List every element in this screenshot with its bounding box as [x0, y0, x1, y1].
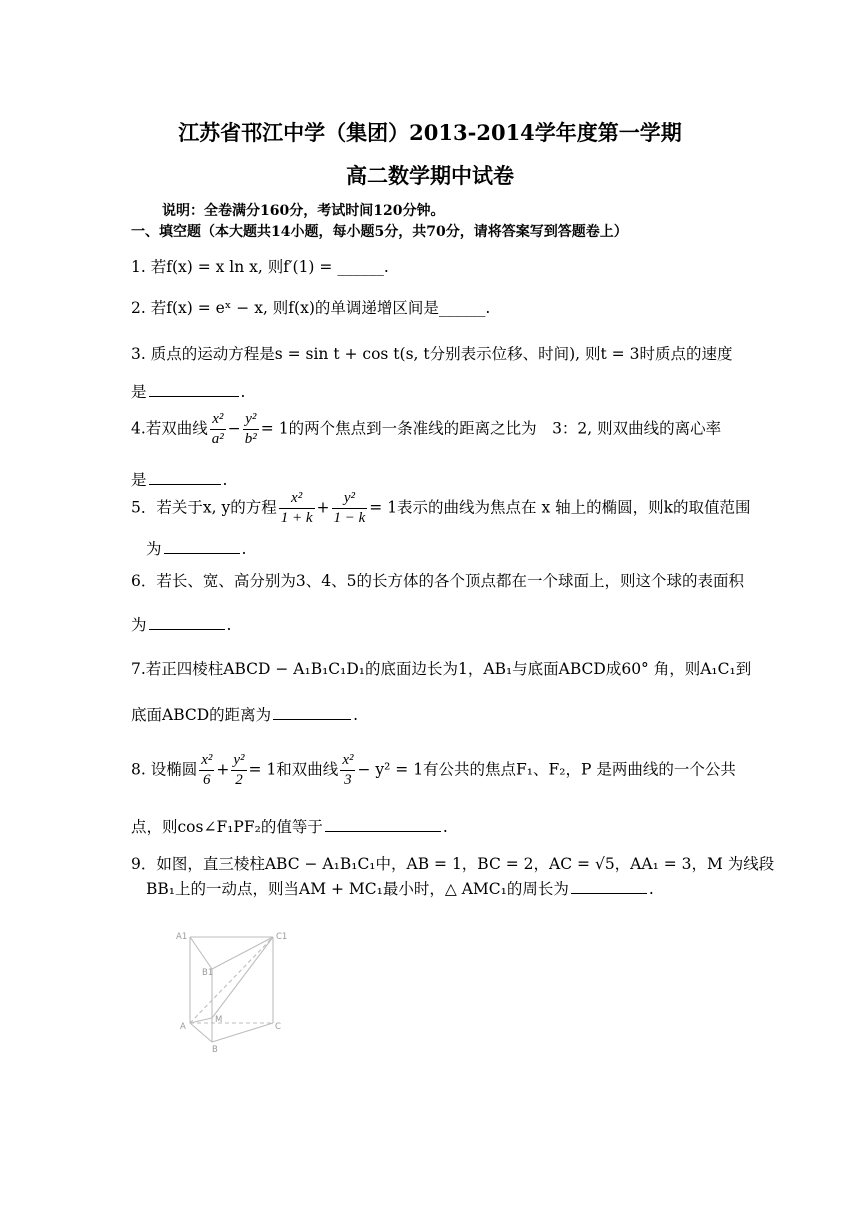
edge-bc: [212, 1023, 273, 1042]
fraction-x2-over-1pk: [279, 489, 315, 528]
fraction-x2-over-a2: [210, 410, 226, 449]
exam-title: 江苏省邗江中学（集团）2013-2014学年度第一学期: [178, 120, 682, 145]
answer-blank: [273, 718, 351, 720]
label-m: M: [215, 1015, 223, 1025]
plus-sign: +: [316, 498, 330, 517]
numerator: y²: [332, 489, 368, 509]
denominator: 3: [344, 772, 352, 788]
minus-sign: −: [227, 419, 241, 438]
label-a1: A1: [176, 932, 188, 942]
question-3-line2: 是 .: [131, 383, 246, 401]
answer-blank: [149, 483, 221, 485]
question-4-prefix2: 是: [131, 471, 147, 489]
answer-blank: [164, 552, 240, 554]
denominator: a²: [211, 431, 224, 447]
question-8-line2: 点，则cos∠F₁PF₂的值等于 .: [131, 818, 448, 836]
question-5-rest: = 1表示的曲线为焦点在 x 轴上的椭圆，则k的取值范围: [369, 498, 751, 517]
numerator: x²: [279, 489, 315, 509]
answer-blank: [149, 628, 225, 630]
question-2: 2. 若f(x) = eˣ − x, 则f(x)的单调递增区间是______.: [131, 299, 491, 317]
answer-blank: [571, 892, 647, 894]
question-6-prefix: 为: [131, 616, 147, 634]
edge-ab: [190, 1023, 212, 1042]
question-8-line1: [131, 751, 736, 790]
denominator: 1 − k: [333, 510, 366, 526]
question-9-line2: BB₁上的一动点，则当AM + MC₁最小时，△ AMC₁的周长为 .: [146, 880, 654, 898]
diagonal-ac1: [190, 937, 273, 1023]
answer-blank: [149, 395, 239, 397]
question-1: 1. 若f(x) = x ln x, 则f′(1) = ______.: [131, 258, 389, 276]
question-8-prefix2: 点，则cos∠F₁PF₂的值等于: [131, 818, 323, 836]
question-4-line1: [131, 410, 721, 449]
question-8-prefix: 8. 设椭圆: [131, 760, 198, 779]
fraction-x2-over-6: [199, 751, 214, 790]
denominator: 6: [203, 772, 211, 788]
numerator: y²: [243, 410, 259, 430]
question-9-line1: 9．如图，直三棱柱ABC − A₁B₁C₁中，AB = 1，BC = 2，AC = √5，AA₁ = 3，M 为线段: [131, 855, 775, 873]
segment-am: [190, 1018, 212, 1023]
fraction-y2-over-2: [231, 751, 246, 790]
question-6-line2: 为 .: [131, 616, 232, 634]
fraction-y2-over-b2: [243, 410, 259, 449]
fraction-x2-over-3: [340, 751, 355, 790]
label-c1: C1: [276, 932, 288, 942]
question-5-line2: 为 .: [146, 540, 247, 558]
segment-mc1: [212, 937, 273, 1018]
question-7-prefix: 底面ABCD的距离为: [131, 706, 272, 724]
exam-note: 说明：全卷满分160分，考试时间120分钟。: [162, 203, 445, 219]
question-3-line1: 3. 质点的运动方程是s = sin t + cos t(s, t分别表示位移、时间), 则t = 3时质点的速度: [131, 345, 733, 363]
question-6-line1: 6．若长、宽、高分别为3、4、5的长方体的各个顶点都在一个球面上，则这个球的表面积: [131, 572, 744, 590]
question-7-line2: 底面ABCD的距离为 .: [131, 706, 359, 724]
question-7-line1: 7.若正四棱柱ABCD − A₁B₁C₁D₁的底面边长为1，AB₁与底面ABCD成60° 角，则A₁C₁到: [131, 660, 752, 678]
question-8-mid: = 1和双曲线: [248, 760, 339, 779]
plus-sign: +: [216, 760, 230, 779]
numerator: y²: [231, 751, 246, 771]
question-5-prefix2: 为: [146, 540, 162, 558]
question-5-line1: [131, 489, 751, 528]
exam-subtitle: 高二数学期中试卷: [346, 163, 514, 188]
question-3-prefix: 是: [131, 383, 147, 401]
label-a: A: [180, 1022, 186, 1032]
label-b: B: [212, 1045, 218, 1055]
fraction-y2-over-1mk: [332, 489, 368, 528]
denominator: 1 + k: [280, 510, 313, 526]
numerator: x²: [340, 751, 355, 771]
label-c: C: [275, 1022, 281, 1032]
question-9-prefix: BB₁上的一动点，则当AM + MC₁最小时，△ AMC₁的周长为: [146, 880, 569, 898]
question-5-prefix: 5．若关于x, y的方程: [131, 498, 277, 517]
edge-b1c1: [212, 937, 273, 969]
denominator: b²: [244, 431, 257, 447]
numerator: x²: [199, 751, 214, 771]
label-b1: B1: [202, 968, 214, 978]
section-heading: 一、填空题（本大题共14小题，每小题5分，共70分，请将答案写到答题卷上）: [131, 224, 628, 240]
question-4-line2: 是 .: [131, 471, 228, 489]
numerator: x²: [210, 410, 226, 430]
question-4-rest: = 1的两个焦点到一条准线的距离之比为 3：2, 则双曲线的离心率: [260, 419, 722, 438]
question-4-prefix: 4.若双曲线: [131, 419, 208, 438]
answer-blank: [325, 830, 441, 832]
denominator: 2: [235, 772, 243, 788]
prism-figure: [170, 925, 300, 1060]
edge-a1b1: [190, 937, 212, 969]
question-8-rest: − y² = 1有公共的焦点F₁、F₂，P 是两曲线的一个公共: [357, 760, 736, 779]
